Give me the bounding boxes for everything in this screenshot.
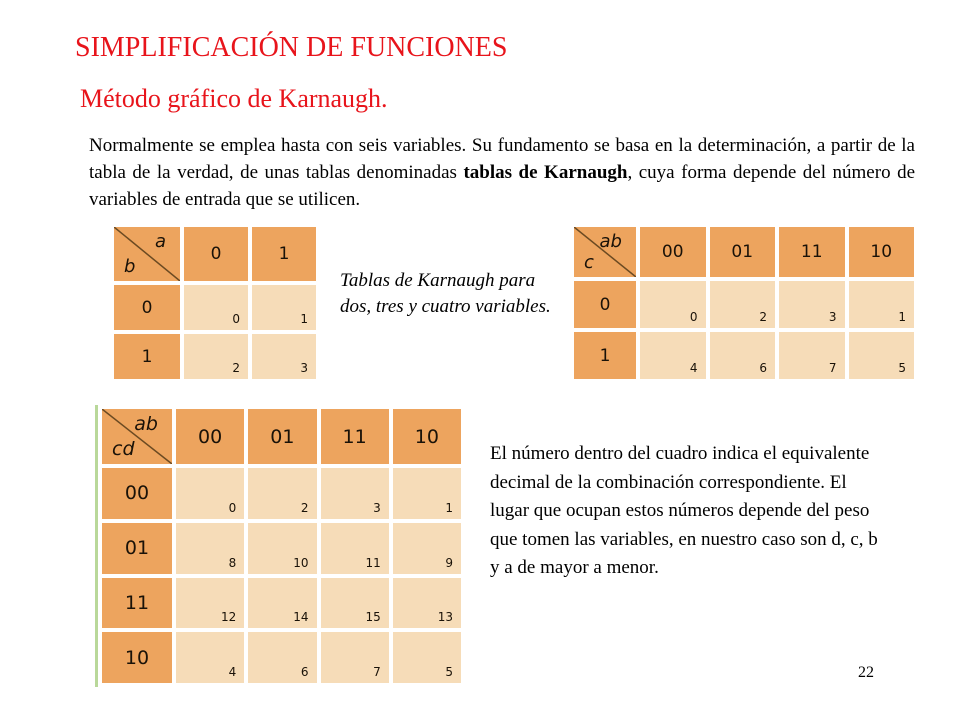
kmap-cell [321,632,389,683]
kmap-caption: Tablas de Karnaugh para dos, tres y cuatro variables. [340,270,551,317]
kmap-cell-minterm-number: 0 [232,312,240,326]
kmap-corner-column-vars: a [154,231,166,252]
kmap-cell-minterm-number: 11 [365,555,381,570]
kmap-cell-minterm-number: 5 [898,361,906,375]
kmap-cell-minterm-number: 4 [689,361,698,375]
kmap-cell-minterm-number: 2 [300,500,309,515]
kmap-row-header: 0 [114,285,180,330]
kmap-column-header: 00 [640,227,706,277]
kmap-corner-row-vars: c [584,252,594,273]
kmap-corner [574,227,636,277]
kmap-cell-minterm-number: 1 [300,312,308,326]
kmap-cell [640,332,706,379]
kmap-corner-row-vars: cd [112,438,135,460]
kmap-corner-row-vars: b [124,256,136,277]
kmap-cell [393,523,461,574]
kmap-cell [321,468,389,519]
kmap-row-header: 1 [574,332,636,379]
kmap-cell-minterm-number: 14 [293,610,309,625]
kmap-column-header: 10 [849,227,915,277]
kmap-column-header: 0 [184,227,248,281]
kmap-cell [710,281,776,328]
kmap-cell [184,334,248,379]
kmap-row-header: 00 [102,468,172,519]
kmap-cell [252,285,316,330]
kmap-cell [849,332,915,379]
kmap-cell [710,332,776,379]
kmap-cell-minterm-number: 8 [228,555,237,570]
kmap-cell [849,281,915,328]
karnaugh-map-three-variables [570,223,918,383]
kmap-cell-minterm-number: 3 [828,310,837,324]
intro-text-part2: , cuya forma depende del número de variables de entrada que se utilicen. [89,162,916,210]
kmap-column-header: 11 [321,409,389,464]
kmap-cell-minterm-number: 5 [445,665,453,679]
explanation-note: El número dentro del cuadro indica el equivalente decimal de la combinación correspondiente. El lugar que ocupan estos números depende del peso que tomen las variables, en nuestro caso son d, c, b y a de mayor a menor. [490,443,878,578]
kmap-cell [393,578,461,629]
kmap-cell [176,523,244,574]
intro-bold-term: tablas de Karnaugh [463,162,628,183]
kmap-cell [248,578,316,629]
kmap-cell [176,632,244,683]
kmap-cell-minterm-number: 1 [445,500,453,515]
karnaugh-map-two-variables [110,223,320,383]
kmap-cell [248,523,316,574]
kmap-cell [176,468,244,519]
kmap-cell [176,578,244,629]
kmap-cell [393,632,461,683]
page-number: 22 [858,664,874,681]
kmap-cell [184,285,248,330]
kmap-cell-minterm-number: 3 [373,500,381,515]
kmap-cell [321,523,389,574]
kmap-cell-minterm-number: 10 [293,555,309,570]
kmap-cell [393,468,461,519]
kmap-cell [779,281,845,328]
kmap-row-header: 01 [102,523,172,574]
kmap-column-header: 00 [176,409,244,464]
kmap-column-header: 1 [252,227,316,281]
slide-title: SIMPLIFICACIÓN DE FUNCIONES [75,32,508,63]
kmap-cell [779,332,845,379]
karnaugh-map-four-variables [95,405,465,687]
kmap-cell-minterm-number: 13 [437,610,453,625]
kmap-row-header: 0 [574,281,636,328]
kmap-row-header: 11 [102,578,172,629]
kmap-row-header: 1 [114,334,180,379]
kmap-cell-minterm-number: 0 [228,500,237,515]
kmap-column-header: 10 [393,409,461,464]
kmap-cell-minterm-number: 2 [759,310,767,324]
intro-text-part1: Normalmente se emplea hasta con seis variables. Su fundamento se basa en la determinación, a partir de la tabla de la verdad, de unas tablas denominadas [89,135,915,183]
kmap-cell [248,632,316,683]
kmap-cell [321,578,389,629]
kmap-corner-column-vars: ab [599,231,622,252]
kmap-cell-minterm-number: 1 [898,310,906,324]
kmap-cell-minterm-number: 9 [445,555,453,570]
kmap-cell-minterm-number: 6 [300,665,309,679]
slide-subtitle: Método gráfico de Karnaugh. [80,84,388,113]
kmap-row-header: 10 [102,632,172,683]
kmap-column-header: 11 [779,227,845,277]
kmap-column-header: 01 [710,227,776,277]
kmap-column-header: 01 [248,409,316,464]
intro-paragraph [89,132,915,213]
kmap-cell-minterm-number: 7 [373,665,381,679]
kmap-cell-minterm-number: 4 [228,665,237,679]
kmap-cell-minterm-number: 6 [759,361,767,375]
kmap-cell-minterm-number: 7 [828,361,837,375]
kmap-cell [252,334,316,379]
kmap-cell-minterm-number: 0 [689,310,698,324]
kmap-cell-minterm-number: 2 [232,361,240,375]
kmap-cell [640,281,706,328]
kmap-cell-minterm-number: 3 [300,361,308,375]
kmap-cell-minterm-number: 15 [365,610,381,625]
kmap-cell [248,468,316,519]
kmap-corner [114,227,180,281]
kmap-corner-column-vars: ab [134,413,158,435]
kmap-corner [102,409,172,464]
kmap-cell-minterm-number: 12 [220,610,237,625]
